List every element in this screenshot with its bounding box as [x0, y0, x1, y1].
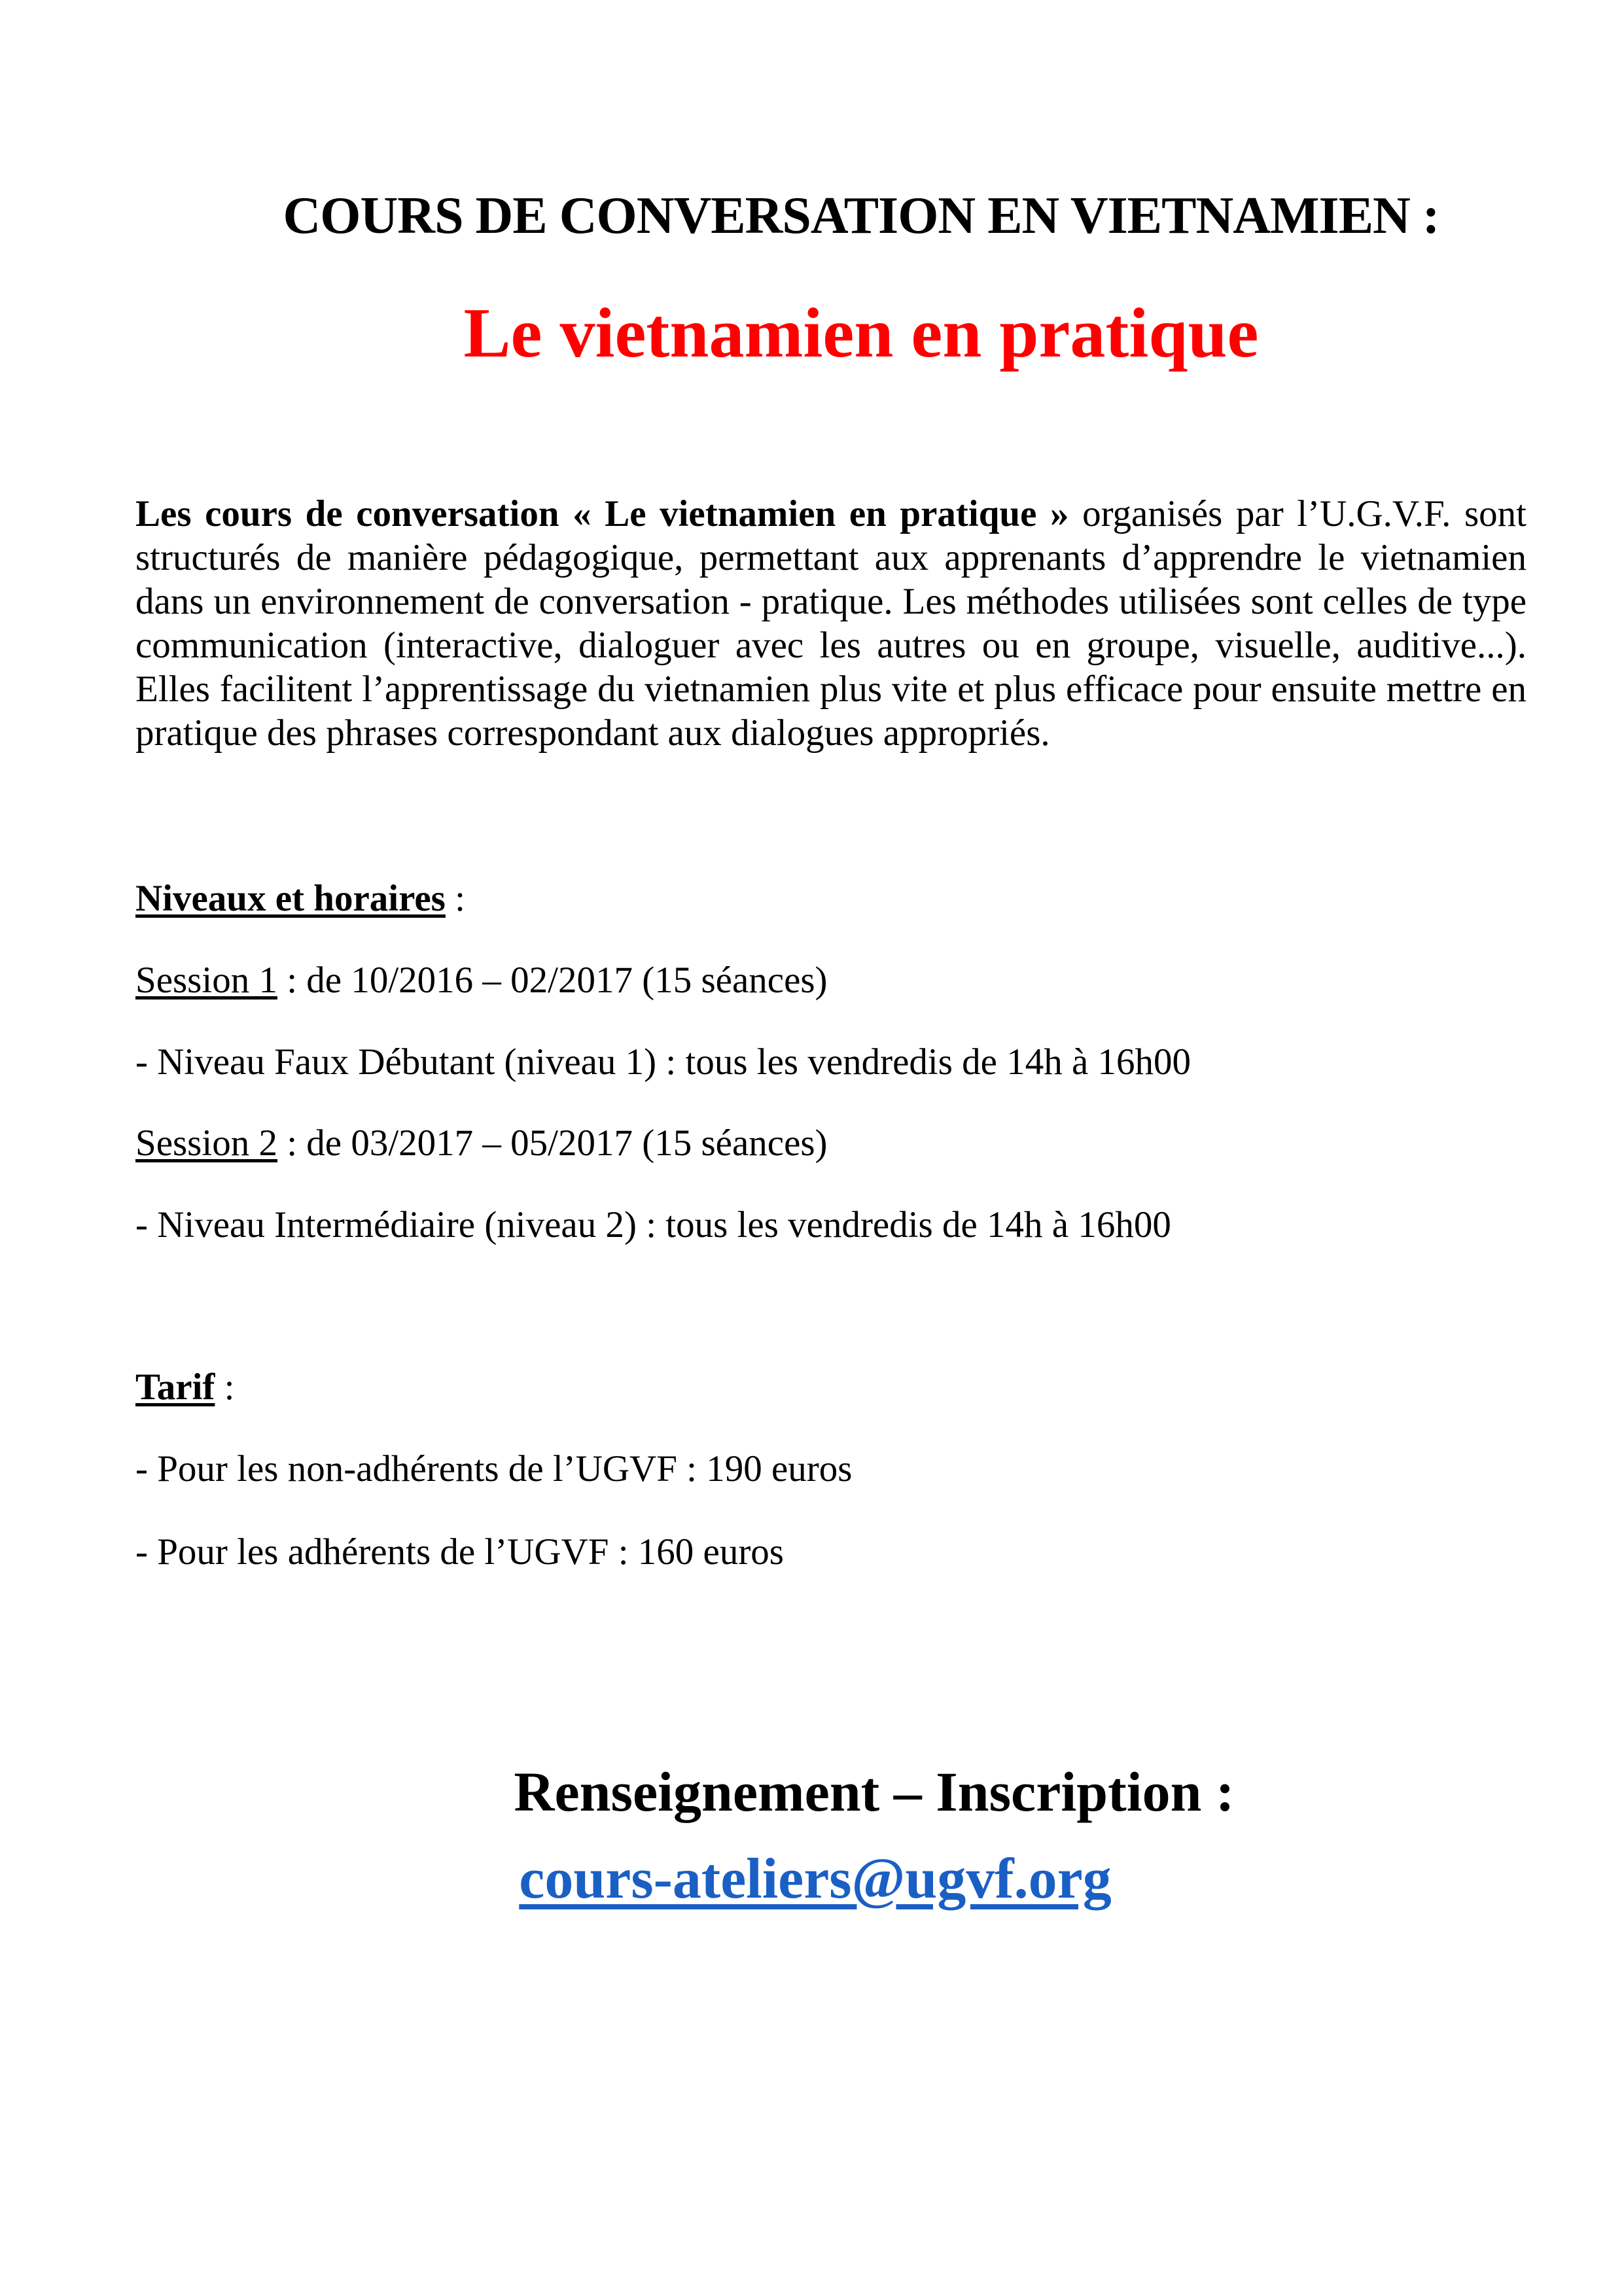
- page-subtitle: Le vietnamien en pratique: [463, 294, 1259, 372]
- intro-lead: Les cours de conversation « Le vietnamien en pratique »: [135, 493, 1069, 534]
- intro-body: organisés par l’U.G.V.F. sont structurés de manière pédagogique, permettant aux apprenants d’apprendre le vietnamien dans un environnement de conversation - pratique. Les méthodes utilisées sont celles de type communication (interactive, dialoguer avec les autres ou en groupe, visuelle, auditive...). Elles facilitent l’apprentissage du vietnamien plus vite et plus efficace pour ensuite mettre en pratique des phrases correspondant aux dialogues appropriés.: [135, 493, 1527, 754]
- session-1-dates: [135, 958, 828, 1002]
- pricing-heading-suffix: :: [215, 1366, 235, 1408]
- price-member: - Pour les adhérents de l’UGVF : 160 euros: [135, 1531, 784, 1573]
- session-1-level: - Niveau Faux Débutant (niveau 1) : tous les vendredis de 14h à 16h00: [135, 1041, 1192, 1083]
- contact-heading: Renseignement – Inscription :: [514, 1760, 1235, 1823]
- schedule-heading: [135, 877, 465, 920]
- session-1-label: Session 1: [135, 960, 277, 1001]
- pricing-heading-label: Tarif: [135, 1366, 215, 1408]
- session-2-date-range: : de 03/2017 – 05/2017 (15 séances): [277, 1122, 828, 1164]
- schedule-heading-suffix: :: [445, 878, 465, 919]
- intro-paragraph: [135, 492, 1527, 755]
- session-2-level: - Niveau Intermédiaire (niveau 2) : tous les vendredis de 14h à 16h00: [135, 1204, 1171, 1245]
- session-2-dates: [135, 1121, 828, 1165]
- contact-email: [0, 1843, 1624, 1915]
- price-non-member: - Pour les non-adhérents de l’UGVF : 190 euros: [135, 1448, 853, 1489]
- session-1-date-range: : de 10/2016 – 02/2017 (15 séances): [277, 960, 828, 1001]
- email-link[interactable]: cours-ateliers@ugvf.org: [519, 1847, 1112, 1911]
- session-2-label: Session 2: [135, 1122, 277, 1164]
- page-title: COURS DE CONVERSATION EN VIETNAMIEN :: [283, 187, 1439, 245]
- pricing-heading: [135, 1365, 235, 1409]
- schedule-heading-label: Niveaux et horaires: [135, 878, 446, 919]
